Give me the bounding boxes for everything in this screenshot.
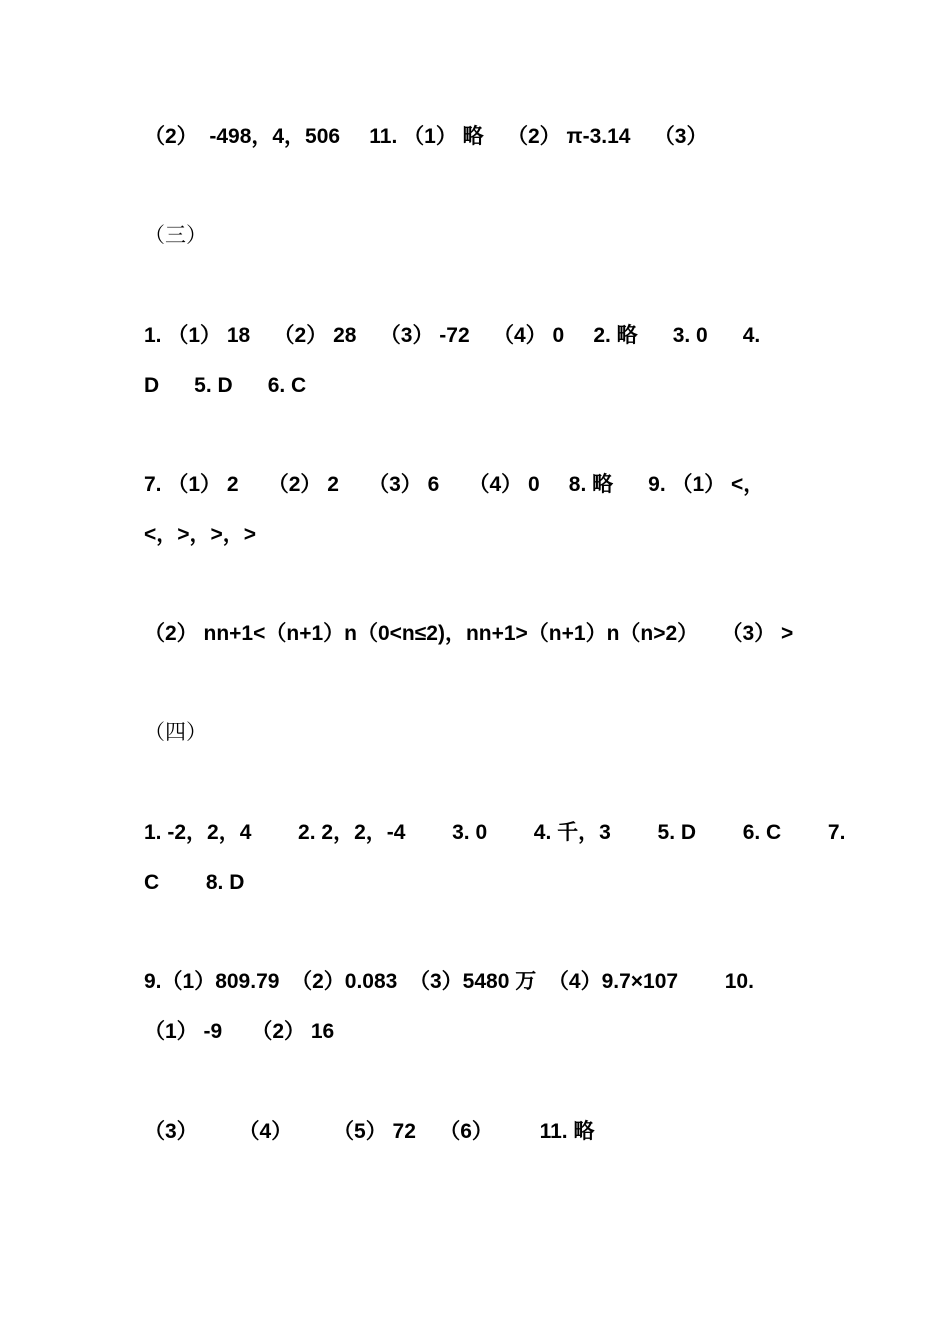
answer-line-4: 7. （1） 2 （2） 2 （3） 6 （4） 0 8. 略 9. （1） <， <box>144 473 765 496</box>
answer-line-8: C 8. D <box>144 871 245 894</box>
answer-line-7: 1. -2，2，4 2. 2，2，-4 3. 0 4. 千，3 5. D 6. C 7. <box>144 821 846 844</box>
answer-line-10: （1） -9 （2） 16 <box>144 1020 335 1043</box>
answer-line-5: <，>，>，> <box>144 523 257 546</box>
answer-line-1: （2） -498，4，506 11. （1） 略 （2） π-3.14 （3） <box>144 125 708 148</box>
answer-line-3: D 5. D 6. C <box>144 374 307 397</box>
answer-line-11: （3） （4） （5） 72 （6） 11. 略 <box>144 1120 595 1143</box>
answer-line-2: 1. （1） 18 （2） 28 （3） -72 （4） 0 2. 略 3. 0 4. <box>144 324 761 347</box>
answer-line-6: （2） nn+1<（n+1）n（0<n≤2)，nn+1>（n+1）n（n>2） （3） > <box>144 622 794 645</box>
answer-line-9: 9.（1）809.79 （2）0.083 （3）5480 万 （4）9.7×107 10. <box>144 970 754 993</box>
section-heading-4: （四） <box>144 720 207 744</box>
section-heading-3: （三） <box>144 223 207 247</box>
